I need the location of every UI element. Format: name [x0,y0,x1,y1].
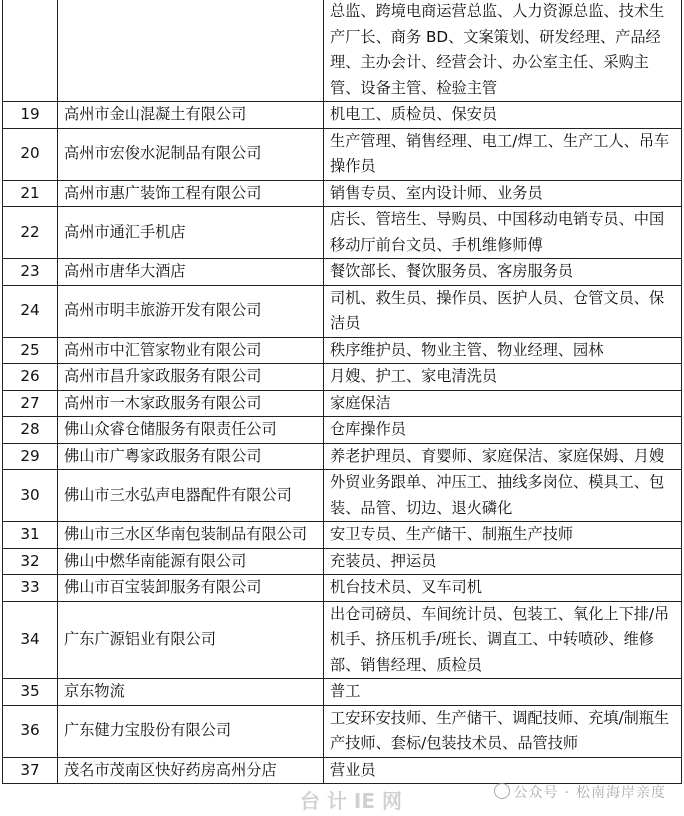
row-number [3,0,58,102]
company-name: 广东健力宝股份有限公司 [58,705,324,757]
table-row [3,285,682,337]
job-positions: 养老护理员、育婴师、家庭保洁、家庭保姆、月嫂 [324,443,682,470]
job-positions: 营业员 [324,757,682,784]
table-row [3,0,682,102]
company-name: 佛山市三水区华南包装制品有限公司 [58,522,324,549]
job-positions: 餐饮部长、餐饮服务员、客房服务员 [324,259,682,286]
table-row [3,207,682,259]
company-name: 高州市金山混凝土有限公司 [58,102,324,129]
row-number: 36 [3,705,58,757]
watermark-separator: · [564,785,570,801]
table-row [3,337,682,364]
job-listing-table [2,0,682,784]
table-row [3,259,682,286]
row-number: 19 [3,102,58,129]
company-name: 佛山中燃华南能源有限公司 [58,548,324,575]
company-name: 高州市昌升家政服务有限公司 [58,364,324,391]
row-number: 31 [3,522,58,549]
table-row [3,575,682,602]
job-positions: 工安环安技师、生产储干、调配技师、充填/制瓶生产技师、套标/包装技术员、品管技师 [324,705,682,757]
row-number: 25 [3,337,58,364]
company-name: 高州市宏俊水泥制品有限公司 [58,128,324,180]
job-positions: 月嫂、护工、家电清洗员 [324,364,682,391]
job-positions: 司机、救生员、操作员、医护人员、仓管文员、保洁员 [324,285,682,337]
company-name [58,0,324,102]
company-name: 佛山众睿仓储服务有限责任公司 [58,417,324,444]
company-name: 佛山市百宝装卸服务有限公司 [58,575,324,602]
table-row [3,364,682,391]
row-number: 26 [3,364,58,391]
row-number: 30 [3,470,58,522]
row-number: 28 [3,417,58,444]
wechat-icon [494,783,510,799]
company-name: 高州市中汇管家物业有限公司 [58,337,324,364]
job-positions: 仓库操作员 [324,417,682,444]
row-number: 37 [3,757,58,784]
table-body [3,0,682,784]
row-number: 22 [3,207,58,259]
company-name: 高州市唐华大酒店 [58,259,324,286]
job-positions: 机台技术员、叉车司机 [324,575,682,602]
company-name: 京东物流 [58,679,324,706]
table-row [3,757,682,784]
table-row [3,548,682,575]
job-positions: 出仓司磅员、车间统计员、包装工、氧化上下排/吊机手、挤压机手/班长、调直工、中转喷砂、维修部、销售经理、质检员 [324,601,682,679]
row-number: 27 [3,390,58,417]
row-number: 23 [3,259,58,286]
row-number: 34 [3,601,58,679]
watermark [494,782,666,802]
job-positions: 总监、跨境电商运营总监、人力资源总监、技术生产厂长、商务 BD、文案策划、研发经理、产品经理、主办会计、经营会计、办公室主任、采购主管、设备主管、检验主管 [324,0,682,102]
row-number: 21 [3,180,58,207]
company-name: 佛山市广粤家政服务有限公司 [58,443,324,470]
watermark-prefix: 公众号 [513,785,559,801]
watermark-name: 松南海岸亲度 [576,785,666,801]
row-number: 32 [3,548,58,575]
company-name: 高州市一木家政服务有限公司 [58,390,324,417]
table-row [3,102,682,129]
company-name: 广东广源铝业有限公司 [58,601,324,679]
table-row [3,601,682,679]
company-name: 佛山市三水弘声电器配件有限公司 [58,470,324,522]
table-row [3,443,682,470]
company-name: 高州市惠广装饰工程有限公司 [58,180,324,207]
row-number: 33 [3,575,58,602]
table-row [3,128,682,180]
job-positions: 机电工、质检员、保安员 [324,102,682,129]
row-number: 29 [3,443,58,470]
job-positions: 外贸业务跟单、冲压工、抽线多岗位、模具工、包装、品管、切边、退火磷化 [324,470,682,522]
table-row [3,470,682,522]
row-number: 24 [3,285,58,337]
table-row [3,522,682,549]
watermark-left: 台 计 IE 网 [300,789,402,813]
job-positions: 生产管理、销售经理、电工/焊工、生产工人、吊车操作员 [324,128,682,180]
job-positions: 秩序维护员、物业主管、物业经理、园林 [324,337,682,364]
job-positions: 安卫专员、生产储干、制瓶生产技师 [324,522,682,549]
company-name: 高州市通汇手机店 [58,207,324,259]
job-positions: 普工 [324,679,682,706]
table-row [3,417,682,444]
company-name: 茂名市茂南区快好药房高州分店 [58,757,324,784]
table-row [3,679,682,706]
job-positions: 家庭保洁 [324,390,682,417]
row-number: 20 [3,128,58,180]
row-number: 35 [3,679,58,706]
table-row [3,180,682,207]
job-positions: 充装员、押运员 [324,548,682,575]
job-positions: 销售专员、室内设计师、业务员 [324,180,682,207]
job-positions: 店长、管培生、导购员、中国移动电销专员、中国移动厅前台文员、手机维修师傅 [324,207,682,259]
table-row [3,390,682,417]
company-name: 高州市明丰旅游开发有限公司 [58,285,324,337]
table-row [3,705,682,757]
